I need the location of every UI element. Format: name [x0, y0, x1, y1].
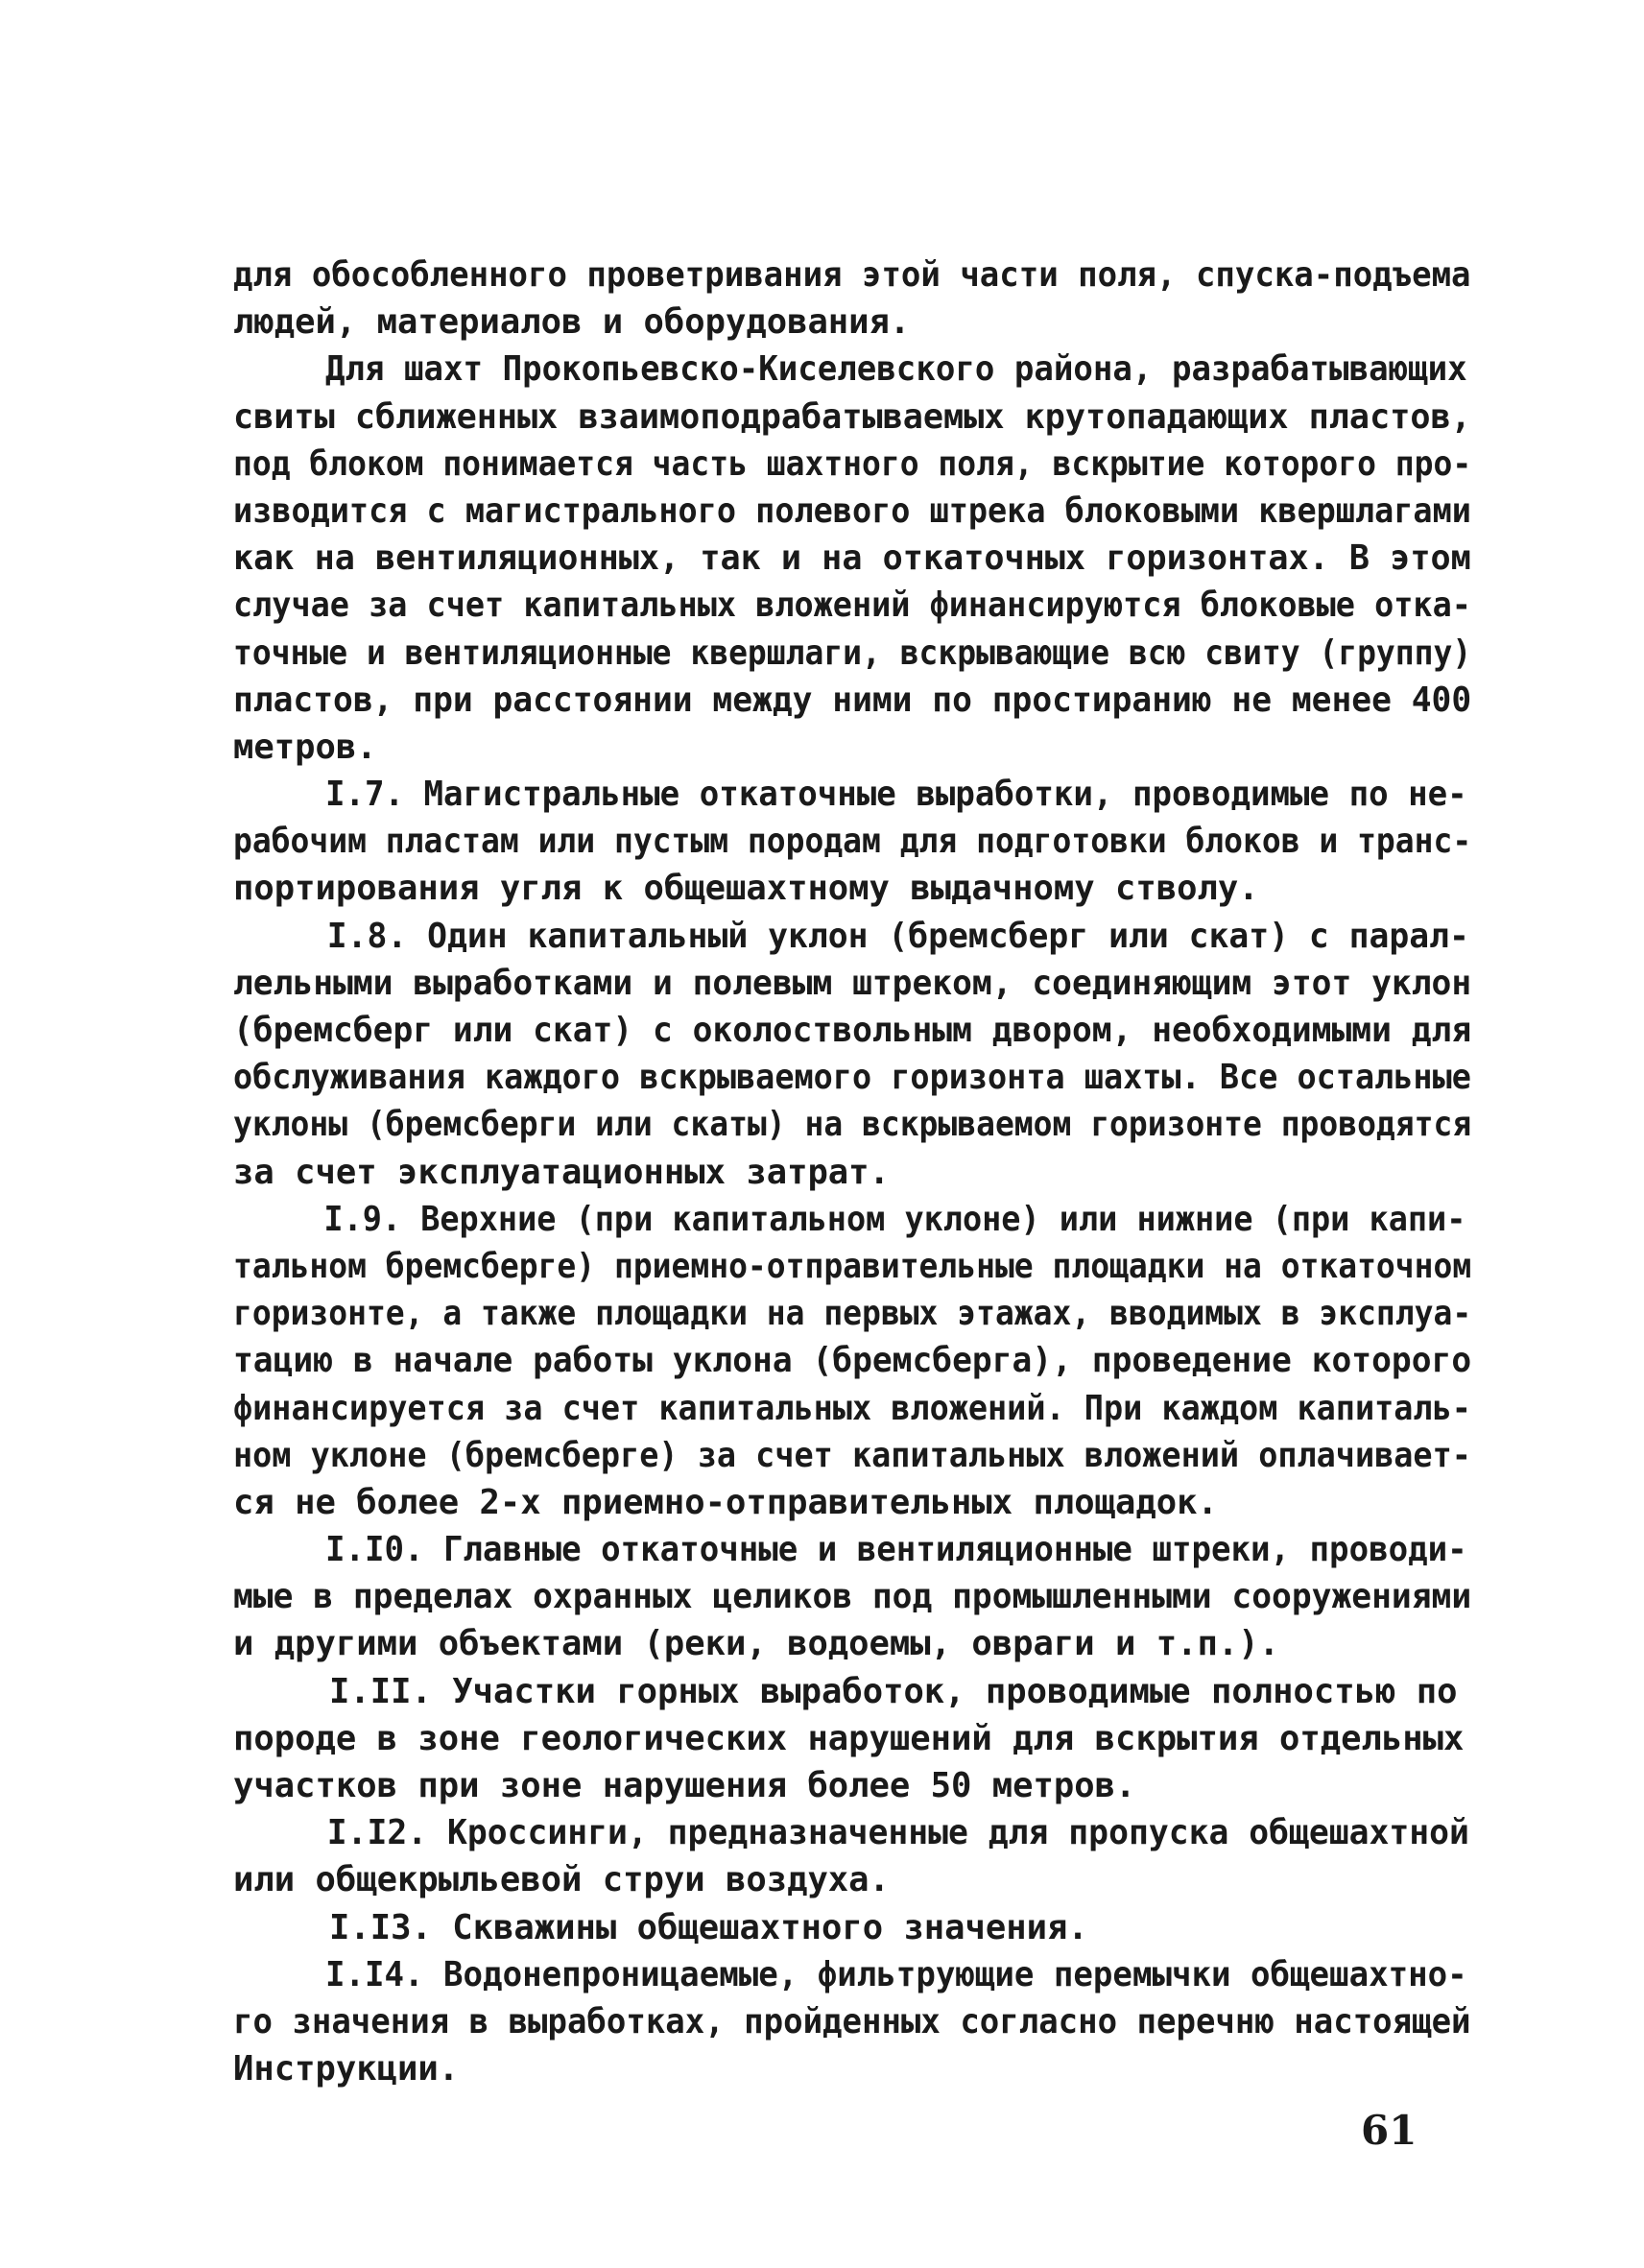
paragraph-first-line: Для шахт Прокопьевско-Киселевского района, разрабатывающих: [324, 349, 1467, 390]
paragraph-first-line: I.II. Участки горных выработок, проводимые полностью по: [329, 1671, 1458, 1711]
text-line: людей, материалов и оборудования.: [233, 302, 911, 343]
text-line: за счет эксплуатационных затрат.: [233, 1152, 890, 1192]
text-line: го значения в выработках, пройденных согласно перечню настоящей: [233, 2001, 1471, 2041]
text-line: метров.: [233, 727, 377, 767]
text-line: свиты сближенных взаимоподрабатываемых крутопадающих пластов,: [233, 396, 1471, 437]
paragraph-first-line: I.I3. Скважины общешахтного значения.: [329, 1907, 1088, 1947]
text-line: обслуживания каждого вскрываемого горизонта шахты. Все остальные: [233, 1058, 1471, 1098]
text-line: и другими объектами (реки, водоемы, овраги и т.п.).: [233, 1624, 1280, 1664]
page-number: 61: [1361, 2107, 1418, 2154]
text-line: (бремсберг или скат) с околоствольным двором, необходимыми для: [233, 1011, 1472, 1050]
text-line: Инструкции.: [233, 2049, 460, 2089]
text-line: мые в пределах охранных целиков под промышленными сооружениями: [233, 1577, 1472, 1617]
text-line: портирования угля к общешахтному выдачному стволу.: [233, 869, 1259, 909]
text-line: изводится с магистрального полевого штрека блоковыми квершлагами: [233, 490, 1471, 531]
paragraph-first-line: I.I4. Водонепроницаемые, фильтрующие перемычки общешахтно-: [324, 1954, 1467, 1994]
paragraph-first-line: I.7. Магистральные откаточные выработки, проводимые по не-: [324, 775, 1467, 815]
text-line: лельными выработками и полевым штреком, соединяющим этот уклон: [233, 963, 1472, 1003]
text-line: случае за счет капитальных вложений финансируются блоковые отка-: [233, 585, 1471, 626]
text-line: участков при зоне нарушения более 50 метров.: [233, 1766, 1136, 1805]
text-line: уклоны (бремсберги или скаты) на вскрываемом горизонте проводятся: [233, 1105, 1472, 1145]
paragraph-first-line: I.I2. Кроссинги, предназначенные для пропуска общешахтной: [326, 1813, 1469, 1853]
text-line: тальном бремсберге) приемно-отправительные площадки на откаточном: [233, 1246, 1472, 1286]
text-line: для обособленного проветривания этой части поля, спуска-подъема: [233, 255, 1471, 295]
text-line: точные и вентиляционные квершлаги, вскрывающие всю свиту (группу): [233, 633, 1472, 673]
body-text: [233, 251, 1471, 2092]
text-line: горизонте, а также площадки на первых этажах, вводимых в эксплуа-: [233, 1294, 1472, 1334]
text-line: рабочим пластам или пустым породам для подготовки блоков и транс-: [233, 822, 1472, 862]
paragraph-first-line: I.9. Верхние (при капитальном уклоне) или нижние (при капи-: [323, 1199, 1466, 1239]
text-line: финансируется за счет капитальных вложений. При каждом капиталь-: [233, 1388, 1471, 1428]
text-line: ном уклоне (бремсберге) за счет капитальных вложений оплачивает-: [233, 1435, 1471, 1475]
text-line: ся не более 2-х приемно-отправительных площадок.: [233, 1482, 1218, 1522]
text-line: или общекрыльевой струи воздуха.: [233, 1860, 890, 1900]
paragraph-first-line: I.8. Один капитальный уклон (бремсберг или скат) с парал-: [326, 916, 1469, 956]
text-line: пластов, при расстоянии между ними по простиранию не менее 400: [233, 680, 1472, 720]
text-line: породе в зоне геологических нарушений для вскрытия отдельных: [233, 1718, 1465, 1758]
text-line: под блоком понимается часть шахтного поля, вскрытие которого про-: [233, 443, 1472, 484]
text-line: тацию в начале работы уклона (бремсберга), проведение которого: [233, 1341, 1472, 1381]
text-line: как на вентиляционных, так и на откаточных горизонтах. В этом: [233, 538, 1471, 579]
paragraph-first-line: I.I0. Главные откаточные и вентиляционные штреки, проводи-: [324, 1530, 1467, 1570]
